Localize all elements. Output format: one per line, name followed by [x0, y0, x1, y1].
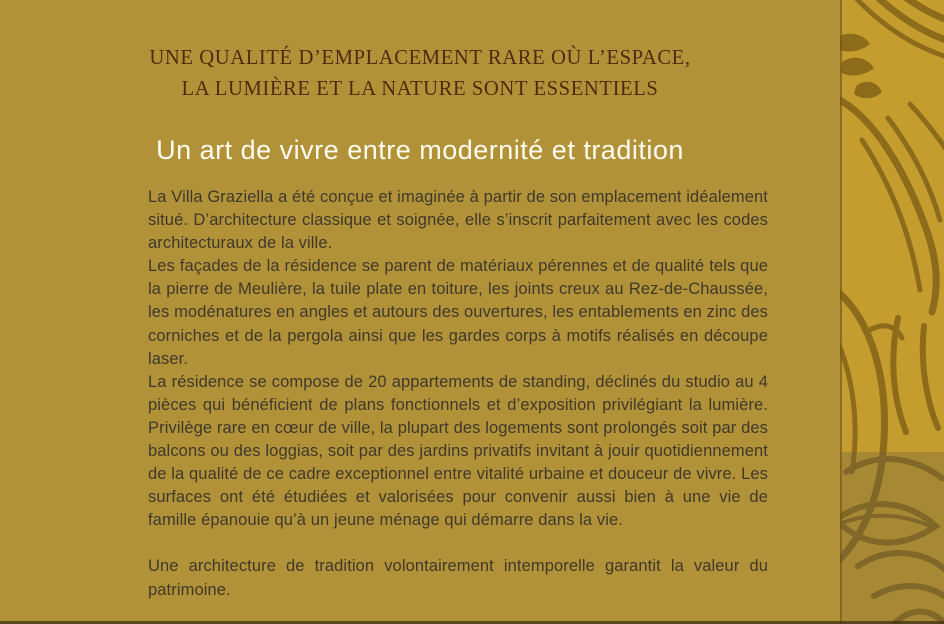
decorative-side-band — [840, 0, 944, 624]
paragraph-facades: Les façades de la résidence se parent de matériaux pérennes et de qualité tels que la pierre de Meulière, la tuile plate en toiture, les joints creux au Rez-de-Chaussée, les modénatures en angles et autours des ouvertures, les entablements en zinc des corniches et de la pergola ainsi que les gardes corps à motifs réalisés en découpe laser. — [148, 257, 768, 368]
page-title-line-2: LA LUMIÈRE ET LA NATURE SONT ESSENTIELS — [181, 76, 659, 100]
page-title — [17, 42, 823, 104]
page-subtitle: Un art de vivre entre modernité et tradition — [156, 135, 684, 165]
paragraph-architecture: Une architecture de tradition volontairement intemporelle garantit la valeur du patrimoine. — [148, 557, 768, 599]
paragraph-residence: La résidence se compose de 20 appartements de standing, déclinés du studio au 4 pièces qui bénéficient de plans fonctionnels et d’exposition privilégiant la lumière. Privilège rare en cœur de ville, la plupart des logements sont prolongés soit par des balcons ou des loggias, soit par des jardins privatifs invitant à jouir quotidiennement de la qualité de ce cadre exceptionnel entre vitalité urbaine et douceur de vivre. Les surfaces ont été étudiées et valorisées pour convenir aussi bien à une vie de famille épanouie qu’à un jeune ménage qui démarre dans la vie. — [148, 372, 768, 530]
paragraph-location: La Villa Graziella a été conçue et imaginée à partir de son emplacement idéalement situé. D’architecture classique et soignée, elle s’inscrit parfaitement avec les codes architecturaux de la ville. — [148, 188, 768, 253]
page-title-line-1: UNE QUALITÉ D’EMPLACEMENT RARE OÙ L’ESPACE, — [149, 45, 691, 69]
floral-pattern-icon — [840, 0, 944, 624]
body-text — [148, 186, 768, 602]
